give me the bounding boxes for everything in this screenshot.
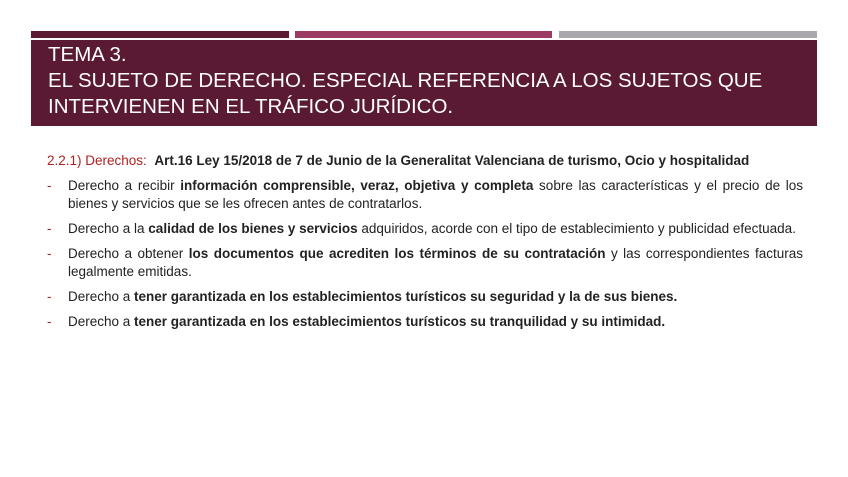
list-item xyxy=(47,313,803,331)
slide-body xyxy=(47,152,803,338)
right-text-bold: calidad de los bienes y servicios xyxy=(148,221,358,236)
list-item xyxy=(47,220,803,238)
slide-title-line-1: TEMA 3. xyxy=(48,43,127,66)
right-text-bold: información comprensible, veraz, objetiva y completa xyxy=(180,178,534,193)
right-text-pre: Derecho a xyxy=(68,314,135,329)
law-reference: Art.16 Ley 15/2018 de 7 de Junio de la Generalitat Valenciana de turismo, Ocio y hospitalidad xyxy=(154,153,750,168)
right-text-bold: los documentos que acrediten los términos de su contratación xyxy=(188,246,606,261)
accent-bar-left xyxy=(31,31,289,38)
right-text-pre: Derecho a la xyxy=(68,221,149,236)
right-text-post: y las correspondientes facturas legalmente emitidas. xyxy=(68,246,803,279)
slide-title-line-2: EL SUJETO DE DERECHO. ESPECIAL REFERENCIA A LOS SUJETOS QUE xyxy=(48,69,763,92)
section-number: 2.2.1) Derechos: xyxy=(47,153,147,168)
accent-bar-middle xyxy=(295,31,552,38)
list-item xyxy=(47,245,803,281)
right-text-post: sobre las características y el precio de los bienes y servicios que se les ofrecen antes de contratarlos. xyxy=(68,178,804,211)
list-item xyxy=(47,177,803,213)
right-text-pre: Derecho a xyxy=(68,289,135,304)
slide-title-line-3: INTERVIENEN EN EL TRÁFICO JURÍDICO. xyxy=(48,95,454,118)
right-text-bold: tener garantizada en los establecimientos turísticos su seguridad y la de sus bienes. xyxy=(134,289,678,304)
right-text-pre: Derecho a obtener xyxy=(68,246,189,261)
dash-bullet: - xyxy=(47,314,52,329)
dash-bullet: - xyxy=(47,178,52,193)
slide-title-banner xyxy=(31,40,817,126)
right-text-bold: tener garantizada en los establecimientos turísticos su tranquilidad y su intimidad. xyxy=(134,314,666,329)
right-text-post: adquiridos, acorde con el tipo de establecimiento y publicidad efectuada. xyxy=(357,221,796,236)
rights-list xyxy=(47,177,803,331)
right-text-pre: Derecho a recibir xyxy=(68,178,181,193)
dash-bullet: - xyxy=(47,289,52,304)
accent-bar-right xyxy=(559,31,817,38)
dash-bullet: - xyxy=(47,221,52,236)
dash-bullet: - xyxy=(47,246,52,261)
section-heading xyxy=(47,152,803,170)
list-item xyxy=(47,288,803,306)
